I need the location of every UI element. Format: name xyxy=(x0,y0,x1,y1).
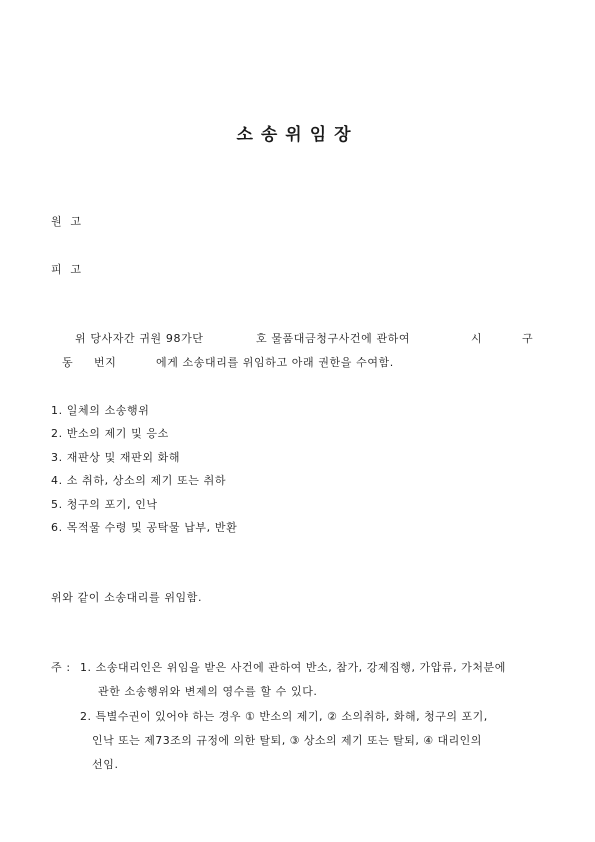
note2-line2: 인낙 또는 제73조의 규정에 의한 탈퇴, ③ 상소의 제기 또는 탈퇴, ④ 대리인의 xyxy=(92,734,482,747)
list-item: 6. 목적물 수령 및 공탁물 납부, 반환 xyxy=(51,521,238,534)
statement-line2-rest: 에게 소송대리를 위임하고 아래 권한을 수여함. xyxy=(156,356,394,369)
defendant-label: 피 고 xyxy=(51,263,82,276)
note1-line1: 1. 소송대리인은 위임을 받은 사건에 관하여 반소, 참가, 강제집행, 가압류, 가처분에 xyxy=(80,661,506,674)
list-item: 1. 일체의 소송행위 xyxy=(51,404,150,417)
statement-line2-beonji: 번지 xyxy=(94,356,117,369)
list-item: 5. 청구의 포기, 인낙 xyxy=(51,498,158,511)
plaintiff-label: 원 고 xyxy=(51,215,82,228)
list-item: 3. 재판상 및 재판외 화해 xyxy=(51,451,181,464)
list-item: 4. 소 취하, 상소의 제기 또는 취하 xyxy=(51,474,227,487)
list-item: 2. 반소의 제기 및 응소 xyxy=(51,427,169,440)
document-title: 소송위임장 xyxy=(236,125,359,145)
note2-line3: 선임. xyxy=(92,758,119,771)
note2-line1: 2. 특별수권이 있어야 하는 경우 ① 반소의 제기, ② 소의취하, 화해, 청구의 포기, xyxy=(80,710,488,723)
closing-statement: 위와 같이 소송대리를 위임함. xyxy=(51,591,203,604)
statement-line1-city: 시 xyxy=(471,332,483,345)
statement-line1-part2: 호 물품대금청구사건에 관하여 xyxy=(256,332,411,345)
notes-prefix: 주 : xyxy=(51,661,71,674)
note1-line2: 관한 소송행위와 변제의 영수를 할 수 있다. xyxy=(98,685,318,698)
statement-line1-part1: 위 당사자간 귀원 98가단 xyxy=(75,332,204,345)
statement-line2-dong: 동 xyxy=(62,356,74,369)
statement-line1-district: 구 xyxy=(522,332,534,345)
